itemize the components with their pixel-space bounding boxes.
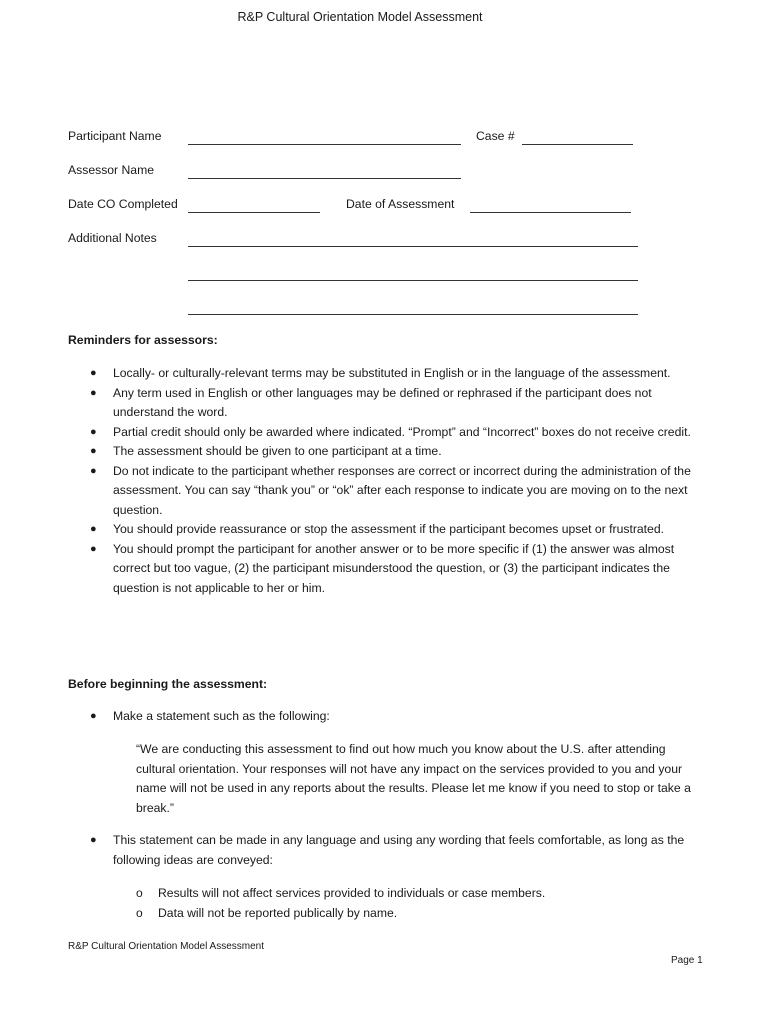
bullet-icon: ● <box>90 425 97 438</box>
list-item: ● This statement can be made in any language and using any wording that feels comfortable, as long as the following ideas are conveyed: <box>90 833 685 867</box>
bullet-icon: ● <box>90 542 97 555</box>
before-beginning-heading: Before beginning the assessment: <box>68 677 268 691</box>
list-item: ● Do not indicate to the participant whether responses are correct or incorrect during the administration of the assessment. You can say “thank you” or “ok” after each response to indicate you are moving on to the next question. <box>90 463 691 517</box>
page-header-title: R&P Cultural Orientation Model Assessment <box>237 10 483 24</box>
additional-notes-line-2[interactable] <box>188 280 638 281</box>
list-item: ● Partial credit should only be awarded where indicated. “Prompt” and “Incorrect” boxes do not receive credit. <box>68 423 708 443</box>
circle-bullet-icon: o <box>136 886 143 900</box>
list-item: o Data will not be reported publically by name. <box>136 904 696 924</box>
bullet-icon: ● <box>90 464 97 477</box>
reminders-heading: Reminders for assessors: <box>68 333 218 347</box>
page-number: Page 1 <box>671 955 703 966</box>
assessor-name-line[interactable] <box>188 178 461 179</box>
list-item: ● The assessment should be given to one participant at a time. <box>68 442 708 462</box>
list-item: o Results will not affect services provided to individuals or case members. <box>136 884 696 904</box>
footer-title: R&P Cultural Orientation Model Assessment <box>68 941 265 952</box>
before-list-1 <box>68 707 708 727</box>
date-of-assessment-line[interactable] <box>470 212 631 213</box>
list-item: ● You should provide reassurance or stop the assessment if the participant becomes upset or frustrated. <box>68 520 708 540</box>
circle-bullet-icon: o <box>136 905 143 920</box>
additional-notes-label: Additional Notes <box>68 231 157 245</box>
bullet-icon: ● <box>90 445 97 457</box>
case-number-label: Case # <box>476 129 515 143</box>
conveyed-ideas-list <box>136 884 696 923</box>
before-list-2 <box>68 831 708 870</box>
bullet-icon: ● <box>90 367 97 379</box>
assessor-name-label: Assessor Name <box>68 163 155 177</box>
list-item: ● Locally- or culturally-relevant terms may be substituted in English or in the language of the assessment. <box>68 364 708 384</box>
bullet-icon: ● <box>90 710 97 722</box>
case-number-line[interactable] <box>522 144 633 145</box>
date-co-completed-line[interactable] <box>188 212 320 213</box>
bullet-icon: ● <box>90 523 97 535</box>
additional-notes-line-3[interactable] <box>188 314 638 315</box>
bullet-icon: ● <box>90 834 97 846</box>
list-item: ● You should prompt the participant for another answer or to be more specific if (1) the answer was almost correct but too vague, (2) the participant misunderstood the question, or (3) the participant indicates the question is not applicable to her or him. <box>90 541 675 595</box>
participant-name-line[interactable] <box>188 144 461 145</box>
statement-quote: “We are conducting this assessment to find out how much you know about the U.S. after attending cultural orientation. Your responses will not have any impact on the services provided to you and your name will not be used in any reports about the results. Please let me know if you need to stop or take a break.” <box>136 742 691 815</box>
list-item: ● Make a statement such as the following: <box>68 707 708 727</box>
date-co-completed-label: Date CO Completed <box>68 197 178 211</box>
date-of-assessment-label: Date of Assessment <box>346 197 455 211</box>
additional-notes-line-1[interactable] <box>188 246 638 247</box>
participant-name-label: Participant Name <box>68 129 162 143</box>
list-item: ● Any term used in English or other languages may be defined or rephrased if the participant does not understand the word. <box>90 385 652 419</box>
reminders-list <box>68 364 708 598</box>
bullet-icon: ● <box>90 386 97 399</box>
